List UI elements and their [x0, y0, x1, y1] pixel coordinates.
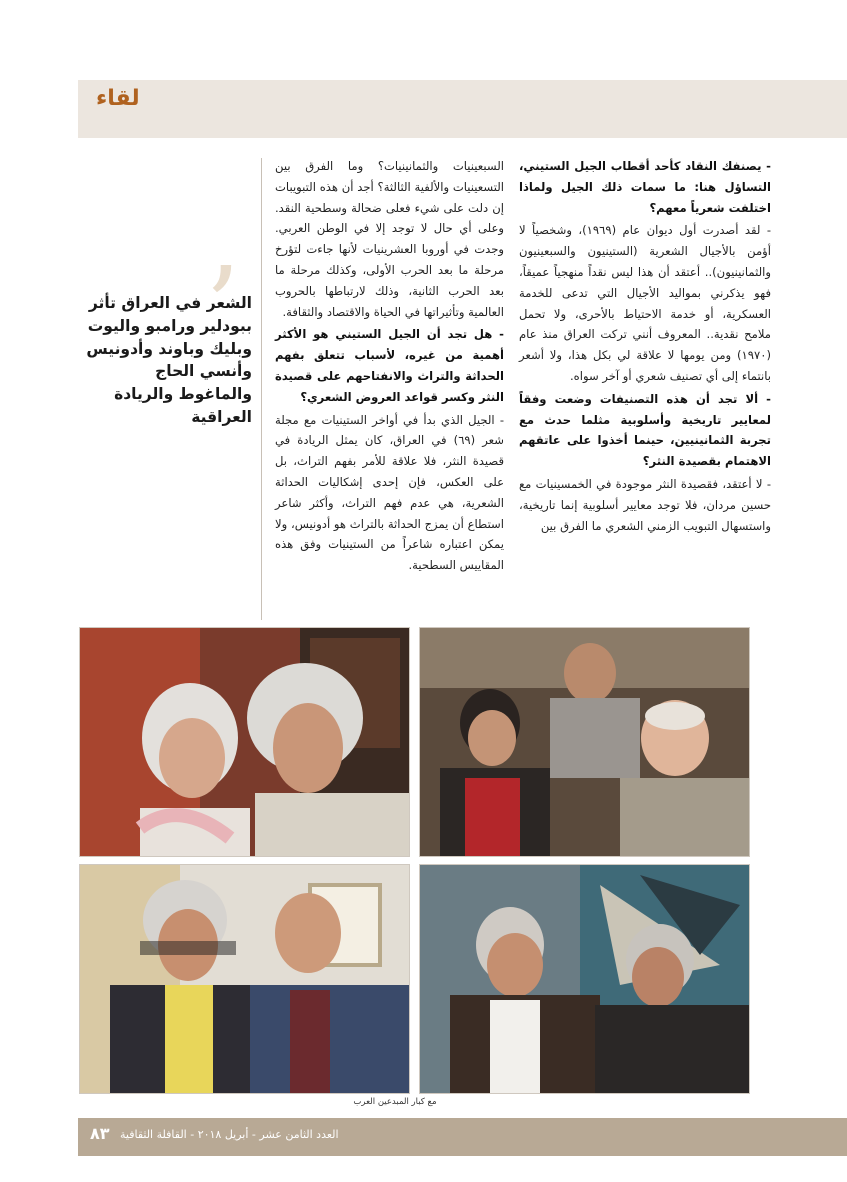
interview-answer: - الجيل الذي بدأ في أواخر الستينيات مع مجلة شعر (٦٩) في العراق، كان يمثل الريادة في قصيدة النثر، فلا علاقة للأمر بفهم التراث، بل على العكس، فإن إحدى إشكاليات الحداثة الشعرية، هي عدم فهم التراث، وأكثر شاعر استطاع أن يمزج الحداثة بالتراث هو أدونيس، ولا يمكن اعتباره شاعراً من الستينيات وفق هذه المقاييس السطحية. [275, 412, 504, 573]
photo-two-men-conversation [419, 864, 750, 1094]
photo-two-men-posing [79, 864, 410, 1094]
section-label: لقاء [96, 86, 140, 111]
interview-question: - هل تجد أن الجيل الستيني هو الأكثر أهمية من غيره، لأسباب تتعلق بفهم الحداثة والتراث والانفتاحهم على قصيدة النثر وكسر قواعد العروض الشعري؟ [275, 327, 504, 404]
article-column-left [275, 156, 504, 578]
photo-two-men-embrace [79, 627, 410, 857]
footer-issue-text: العدد الثامن عشر - أبريل ٢٠١٨ - القافلة الثقافية [120, 1128, 339, 1141]
page-number: ٨٣ [90, 1124, 110, 1143]
photo-caption: مع كبار المبدعين العرب [353, 1097, 437, 1107]
header-band [78, 80, 847, 138]
interview-question: - ألا تجد أن هذه التصنيفات وضعت وفقاً لمعايير تاريخية وأسلوبية مثلما حدث مع تجربة الثمانينيين، حينما أخذوا على عاتقهم الاهتمام بقصيدة النثر؟ [519, 391, 771, 469]
photo-three-men-talking [419, 627, 750, 857]
column-divider [261, 158, 262, 620]
interview-answer: - لا أعتقد، فقصيدة النثر موجودة في الخمسينيات مع حسين مردان، فلا توجد معايير أسلوبية إنما تاريخية، واستسهال التبويب الزمني الشعري ما الفرق بين [519, 476, 771, 533]
article-column-right [519, 156, 771, 538]
quote-mark-icon: ’ [205, 243, 240, 371]
interview-answer: السبعينيات والثمانينيات؟ وما الفرق بين التسعينيات والألفية الثالثة؟ أجد أن هذه التبويبات إن دلت على شيء فعلى ضحالة وسطحية النقد. وعلى أي حال لا توجد إلا في الوطن العربي. وجدت في أوروبا العشرينيات لأنها جاءت لتؤرخ مرحلة ما بعد الحرب الأولى، وكذلك مرحلة ما بعد الحرب الثانية، وذلك لارتباطها بالحروب العالمية وتأثيراتها في الحياة والاقتصاد والثقافة. [275, 159, 504, 319]
interview-answer: - لقد أصدرت أول ديوان عام (١٩٦٩)، وشخصياً لا أؤمن بالأجيال الشعرية (الستينيون والسبعينيون والثمانينيون).. أعتقد أن هذا ليس نقداً منهجياً عميقاً، فهو يذكرني بمواليد الأجيال التي تدعى للخدمة العسكرية، أو خدمة الاحتياط بالأحرى، ولا تحمل ملامح نقدية.. المعروف أنني تركت العراق منذ عام (١٩٧٠) ومن يومها لا علاقة لي بكل هذا، ولا أشعر بانتماء إلى أي تصنيف شعري أو آخر سواه. [519, 223, 772, 383]
interview-question: - يصنفك النقاد كأحد أقطاب الجيل الستيني، التساؤل هنا: ما سمات ذلك الجيل ولماذا اختلفت شعرياً معهم؟ [519, 159, 771, 215]
pullquote: الشعر في العراق تأثر ببودلير ورامبو واليوت وبليك وباوند وأدونيس وأنسي الحاج والماغوط والريادة العراقية [86, 294, 252, 426]
